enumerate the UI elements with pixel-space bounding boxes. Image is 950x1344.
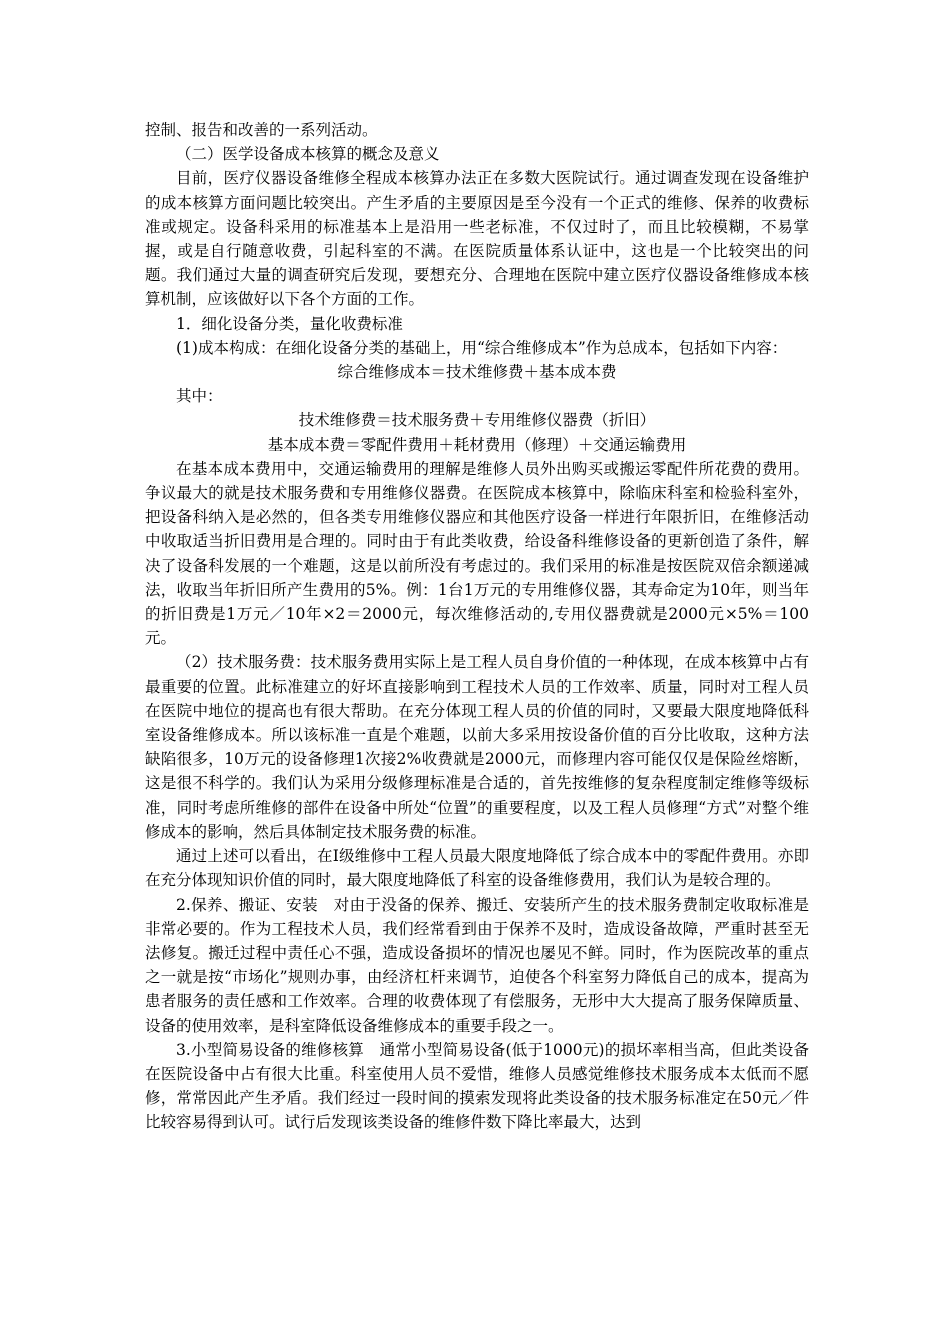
tech-service-paragraph: （2）技术服务费：技术服务费用实际上是工程人员自身价值的一种体现，在成本核算中占有最重要的位置。此标准建立的好坏直接影响到工程技术人员的工作效率、质量，同时对工程人员在医院中地位的提高也有很大帮助。在充分体现工程人员的价值的同时，又要最大限度地降低科室设备维修成本。所以该标准一直是个难题，以前大多采用按设备价值的百分比收取，这种方法缺陷很多，10万元的设备修理1次接2%收费就是2000元，而修理内容可能仅仅是保险丝熔断，这是很不科学的。我们认为采用分级修理标准是合适的，首先按维修的复杂程度制定维修等级标准，同时考虑所维修的部件在设备中所处“位置”的重要程度，以及工程人员修理“方式”对整个维修成本的影响，然后具体制定技术服务费的标准。	[145, 653, 809, 841]
cost-composition-paragraph: (1)成本构成：在细化设备分类的基础上，用“综合维修成本”作为总成本，包括如下内容：	[176, 338, 788, 357]
basic-cost-paragraph: 在基本成本费用中，交通运输费用的理解是维修人员外出购买或搬运零配件所花费的费用。争议最大的就是技术服务费和专用维修仪器费。在医院成本核算中，除临床科室和检验科室外，把设备科纳入是必然的，但各类专用维修仪器应和其他医疗设备一样进行年限折旧，在维修活动中收取适当折旧费用是合理的。同时由于有此类收费，给设备科维修设备的更新创造了条件，解决了设备科发展的一个难题，这是以前所没有考虑过的。我们采用的标准是按医院双倍余额递减法，收取当年折旧所产生费用的5%。例：1台1万元的专用维修仪器，其寿命定为10年，则当年的折旧费是1万元／10年×2＝2000元，每次维修活动的,专用仪器费就是2000元×5%＝100元。	[145, 459, 809, 648]
document-body	[145, 118, 809, 1135]
conclusion-paragraph: 通过上述可以看出，在Ⅰ级维修中工程人员最大限度地降低了综合成本中的零配件费用。亦即在充分体现知识价值的同时，最大限度地降低了科室的设备维修费用，我们认为是较合理的。	[145, 847, 809, 890]
among-label: 其中：	[176, 387, 223, 406]
item3-paragraph: 3.小型简易设备的维修核算 通常小型简易设备(低于1000元)的损坏率相当高，但此类设备在医院设备中占有很大比重。科室使用人员不爱惜，维修人员感觉维修技术服务成本太低而不愿修，常常因此产生矛盾。我们经过一段时间的摸索发现将此类设备的技术服务标准定在50元／件比较容易得到认可。试行后发现该类设备的维修件数下降比率最大，达到	[145, 1040, 809, 1132]
section-heading: （二）医学设备成本核算的概念及意义	[176, 145, 440, 164]
formula-tech: 技术维修费＝技术服务费＋专用维修仪器费（折旧）	[298, 411, 656, 430]
item2-paragraph: 2.保养、搬证、安装 对由于没备的保养、搬迁、安装所产生的技术服务费制定收取标准是非常必要的。作为工程技术人员，我们经常看到由于保养不及时，造成设备故障，严重时甚至无法修复。搬迁过程中责任心不强，造成设备损坏的情况也屡见不鲜。同时，作为医院改革的重点之一就是按“市场化”规则办事，由经济杠杆来调节，迫使各个科室努力降低自己的成本，提高为患者服务的责任感和工作效率。合理的收费体现了有偿服务，无形中大大提高了服务保障质量、设备的使用效率，是科室降低设备维修成本的重要手段之一。	[145, 895, 809, 1035]
formula-total: 综合维修成本＝技术维修费＋基本成本费	[337, 363, 617, 382]
lead-fragment: 控制、报告和改善的一系列活动。	[145, 121, 378, 139]
formula-basic: 基本成本费＝零配件费用＋耗材费用（修理）＋交通运输费用	[267, 435, 687, 454]
intro-paragraph: 目前，医疗仪器设备维修全程成本核算办法正在多数大医院试行。通过调查发现在设备维护的成本核算方面问题比较突出。产生矛盾的主要原因是至今没有一个正式的维修、保养的收费标准或规定。设备科采用的标准基本上是沿用一些老标准，不仅过时了，而且比较模糊，不易掌握，或是自行随意收费，引起科室的不满。在医院质量体系认证中，这也是一个比较突出的问题。我们通过大量的调查研究后发现，要想充分、合理地在医院中建立医疗仪器设备维修成本核算机制，应该做好以下各个方面的工作。	[145, 169, 809, 309]
item1-heading: 1．细化设备分类，量化收费标准	[176, 314, 403, 333]
